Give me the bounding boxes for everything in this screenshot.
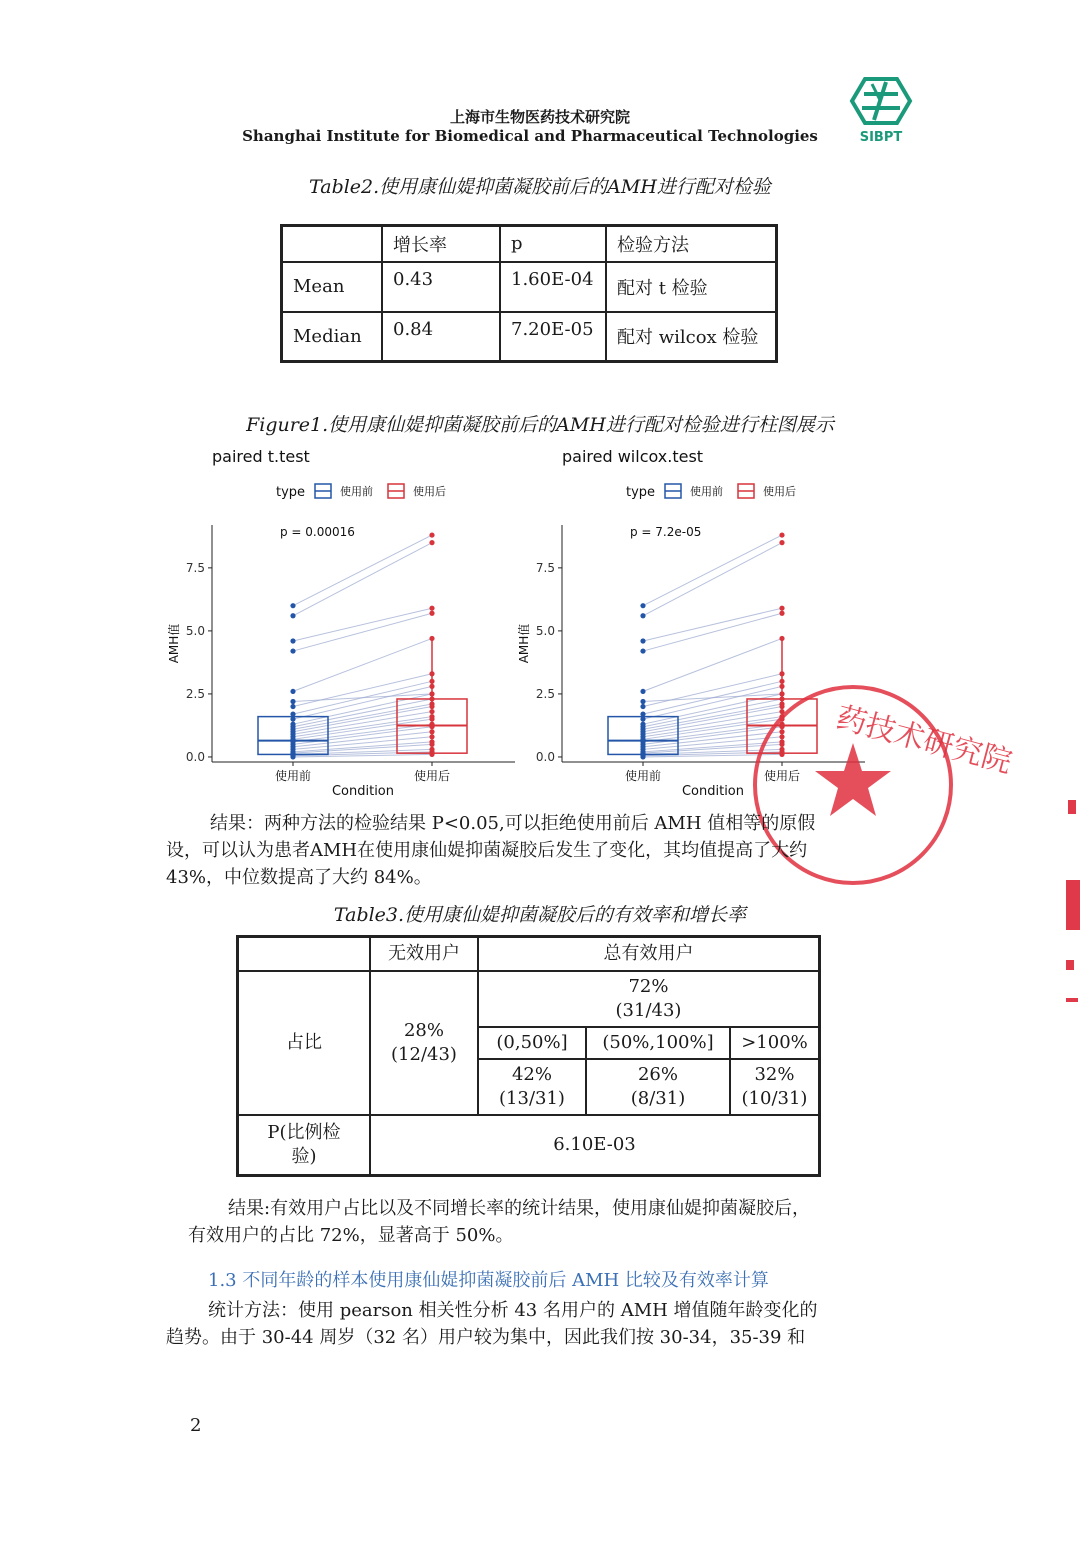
point-before xyxy=(640,699,645,704)
table2-header-method: 检验方法 xyxy=(606,226,777,262)
edge-mark xyxy=(1066,960,1074,970)
point-after xyxy=(779,636,784,641)
paired-line xyxy=(293,608,432,641)
seal-star-icon xyxy=(815,743,891,816)
point-after xyxy=(429,606,434,611)
institute-name-cn: 上海市生物医药技术研究院 xyxy=(449,108,630,126)
point-after xyxy=(429,691,434,696)
chart-paired-t-test xyxy=(160,440,530,805)
table2-cell: 7.20E-05 xyxy=(500,312,606,362)
y-tick-label: 7.5 xyxy=(535,560,555,575)
table2-cell: 配对 wilcox 检验 xyxy=(606,312,777,362)
point-after xyxy=(429,729,434,734)
legend-label-after: 使用后 xyxy=(413,485,446,498)
table3-valid-pct: 72% xyxy=(628,975,669,997)
result2-line2: 有效用户的占比 72%，显著高于 50%。 xyxy=(188,1225,514,1246)
point-after xyxy=(429,532,434,537)
paired-line xyxy=(293,543,432,616)
table3-range-1-value xyxy=(478,1059,586,1115)
institute-name-en: Shanghai Institute for Biomedical and Pharmaceutical Technologies xyxy=(242,127,818,145)
paired-line xyxy=(293,638,432,691)
table3-valid-cell xyxy=(478,971,820,1027)
table2-cell: Median xyxy=(282,312,383,362)
result1-line1: 结果：两种方法的检验结果 P<0.05,可以拒绝使用前后 AMH 值相等的原假 xyxy=(210,813,816,834)
point-after xyxy=(779,611,784,616)
table2-cell: Mean xyxy=(282,262,383,312)
legend-label-before: 使用前 xyxy=(690,485,723,498)
legend-label-before: 使用前 xyxy=(340,485,373,498)
point-after xyxy=(429,684,434,689)
point-after xyxy=(429,714,434,719)
x-tick-label: 使用后 xyxy=(413,769,451,783)
x-tick-label: 使用前 xyxy=(624,769,662,783)
table2-header-growth: 增长率 xyxy=(382,226,500,262)
paired-line xyxy=(293,694,432,702)
result1-line3: 43%，中位数提高了大约 84%。 xyxy=(166,867,432,888)
table2-header-empty xyxy=(282,226,383,262)
point-before xyxy=(640,638,645,643)
point-before xyxy=(290,722,295,727)
point-after xyxy=(429,747,434,752)
point-before xyxy=(290,699,295,704)
y-tick-label: 2.5 xyxy=(185,686,205,701)
table3-p-label xyxy=(238,1115,371,1175)
chart-title: paired wilcox.test xyxy=(562,447,704,466)
result2-line1: 结果:有效用户占比以及不同增长率的统计结果，使用康仙媞抑菌凝胶后， xyxy=(228,1198,811,1219)
table-row xyxy=(282,262,777,312)
x-axis-label: Condition xyxy=(331,784,395,799)
point-before xyxy=(640,711,645,716)
paired-line xyxy=(643,613,782,651)
table3-range-3: >100% xyxy=(730,1027,820,1059)
point-before xyxy=(290,704,295,709)
table3-range-2-value xyxy=(586,1059,730,1115)
edge-mark xyxy=(1066,998,1078,1002)
legend-label-after: 使用后 xyxy=(763,485,796,498)
table2-cell: 0.84 xyxy=(382,312,500,362)
table3-caption: Table3.使用康仙媞抑菌凝胶后的有效率和增长率 xyxy=(333,904,747,926)
point-before xyxy=(290,638,295,643)
paired-line xyxy=(293,674,432,707)
table2 xyxy=(280,224,778,363)
table3-p-value: 6.10E-03 xyxy=(370,1115,820,1175)
p-value-annotation: p = 0.00016 xyxy=(280,525,355,539)
point-after xyxy=(779,532,784,537)
legend-title: type xyxy=(276,485,306,500)
point-after xyxy=(429,636,434,641)
table3-range-2: (50%,100%] xyxy=(586,1027,730,1059)
point-before xyxy=(290,689,295,694)
point-before xyxy=(290,711,295,716)
p-value-annotation: p = 7.2e-05 xyxy=(630,525,702,539)
paired-line xyxy=(643,543,782,616)
paired-line xyxy=(643,608,782,641)
table3-invalid-pct: 28% xyxy=(403,1019,444,1041)
table2-caption: Table2.使用康仙媞抑菌凝胶前后的AMH进行配对检验 xyxy=(309,176,771,198)
point-after xyxy=(429,709,434,714)
point-after xyxy=(429,611,434,616)
point-before xyxy=(640,704,645,709)
legend-title: type xyxy=(626,485,656,500)
seal-text: 药技术研究院 xyxy=(832,700,1016,781)
y-tick-label: 2.5 xyxy=(535,686,555,701)
point-before xyxy=(640,717,645,722)
point-before xyxy=(640,648,645,653)
table3-invalid-cell xyxy=(370,971,478,1116)
table3-valid-frac: (31/43) xyxy=(615,999,682,1021)
y-tick-label: 7.5 xyxy=(185,560,205,575)
point-after xyxy=(429,679,434,684)
table3 xyxy=(236,935,821,1177)
y-tick-label: 5.0 xyxy=(185,623,205,638)
point-after xyxy=(429,540,434,545)
point-before xyxy=(290,603,295,608)
paired-line xyxy=(643,535,782,606)
y-axis-label: AMH值 xyxy=(517,623,531,664)
table3-p-label-line2: 验) xyxy=(291,1146,317,1168)
result1-line2: 设，可以认为患者AMH在使用康仙媞抑菌凝胶后发生了变化，其均值提高了大约 xyxy=(166,840,808,861)
y-tick-label: 0.0 xyxy=(185,749,205,764)
table3-range-pct: 42% xyxy=(511,1064,552,1086)
point-after xyxy=(429,722,434,727)
method-line2: 趋势。由于 30-44 周岁（32 名）用户较为集中，因此我们按 30-34，35-39 和 xyxy=(166,1327,806,1348)
paired-line xyxy=(293,613,432,651)
point-before xyxy=(290,613,295,618)
table3-range-pct: 26% xyxy=(637,1064,678,1086)
edge-mark xyxy=(1068,800,1076,814)
point-after xyxy=(429,671,434,676)
table2-cell: 0.43 xyxy=(382,262,500,312)
x-tick-label: 使用前 xyxy=(274,769,312,783)
logo-text: SIBPT xyxy=(859,130,903,145)
point-after xyxy=(429,696,434,701)
table3-range-3-value xyxy=(730,1059,820,1115)
point-after xyxy=(779,540,784,545)
table3-header-invalid: 无效用户 xyxy=(370,937,478,971)
table3-p-label-line1: P(比例检 xyxy=(267,1122,341,1144)
y-tick-label: 0.0 xyxy=(535,749,555,764)
point-before xyxy=(290,717,295,722)
point-after xyxy=(429,701,434,706)
table3-row-label: 占比 xyxy=(238,971,371,1116)
table3-header-empty xyxy=(238,937,371,971)
x-tick-label: 使用后 xyxy=(763,769,801,783)
point-after xyxy=(429,739,434,744)
x-axis-label: Condition xyxy=(681,784,745,799)
table2-cell: 配对 t 检验 xyxy=(606,262,777,312)
section-heading: 1.3 不同年龄的样本使用康仙媞抑菌凝胶前后 AMH 比较及有效率计算 xyxy=(208,1270,769,1291)
point-before xyxy=(640,613,645,618)
page-number: 2 xyxy=(190,1415,202,1436)
point-before xyxy=(640,689,645,694)
table3-range-frac: (10/31) xyxy=(741,1088,808,1110)
chart-title: paired t.test xyxy=(212,447,310,466)
point-after xyxy=(779,671,784,676)
y-axis-label: AMH值 xyxy=(167,623,181,664)
y-tick-label: 5.0 xyxy=(535,623,555,638)
paired-line xyxy=(293,535,432,606)
point-after xyxy=(779,606,784,611)
table3-header-valid: 总有效用户 xyxy=(478,937,820,971)
table3-invalid-frac: (12/43) xyxy=(391,1043,457,1065)
point-after xyxy=(429,734,434,739)
table-row xyxy=(282,312,777,362)
table2-cell: 1.60E-04 xyxy=(500,262,606,312)
table3-range-pct: 32% xyxy=(754,1064,795,1086)
sibpt-logo-icon xyxy=(850,76,912,126)
point-before xyxy=(290,648,295,653)
table3-range-frac: (13/31) xyxy=(499,1088,565,1110)
figure1-caption: Figure1.使用康仙媞抑菌凝胶前后的AMH进行配对检验进行柱图展示 xyxy=(246,414,834,436)
point-before xyxy=(640,603,645,608)
table3-range-1: (0,50%] xyxy=(478,1027,586,1059)
table2-header-p: p xyxy=(500,226,606,262)
table3-range-frac: (8/31) xyxy=(630,1088,686,1110)
method-line1: 统计方法：使用 pearson 相关性分析 43 名用户的 AMH 增值随年龄变化的 xyxy=(208,1300,818,1321)
point-before xyxy=(640,722,645,727)
